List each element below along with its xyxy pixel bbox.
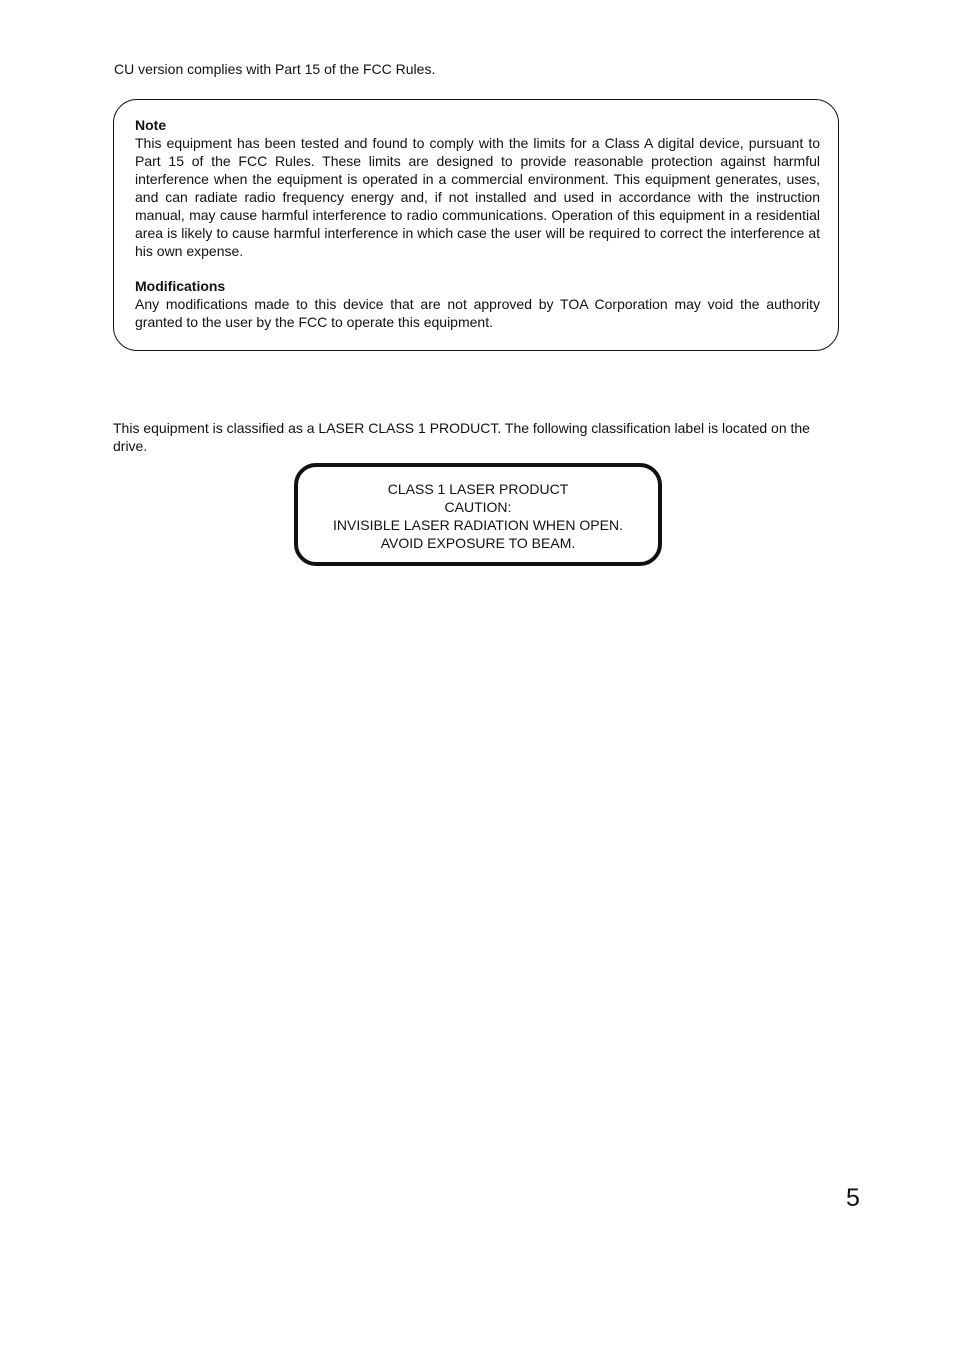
label-line-2: CAUTION:: [444, 499, 512, 515]
label-line-4: AVOID EXPOSURE TO BEAM.: [380, 535, 576, 551]
note-heading: Note: [135, 117, 167, 133]
laser-classification-label: [294, 463, 662, 566]
note-text: This equipment has been tested and found to comply with the limits for a Class A digital device, pursuant to Part 15 of the FCC Rules. These limits are designed to provide reasonable protection against harmful interference when the equipment is operated in a commercial environment. This equipment generates, uses, and can radiate radio frequency energy and, if not installed and used in accordance with the instruction manual, may cause harmful interference to radio communications. Operation of this equipment in a residential area is likely to cause harmful interference in which case the user will be required to correct the interference at his own expense.: [135, 135, 820, 259]
label-line-3: INVISIBLE LASER RADIATION WHEN OPEN.: [333, 517, 623, 533]
fcc-compliance-statement: CU version complies with Part 15 of the FCC Rules.: [114, 61, 436, 77]
modifications-heading: Modifications: [135, 278, 226, 294]
page-number: 5: [846, 1184, 860, 1212]
section-spacer: [135, 260, 820, 277]
label-line-1: CLASS 1 LASER PRODUCT: [387, 481, 569, 497]
laser-classification-text: This equipment is classified as a LASER CLASS 1 PRODUCT. The following classification label is located on the drive.: [113, 420, 810, 454]
fcc-note-box: [113, 99, 839, 351]
modifications-text: Any modifications made to this device that are not approved by TOA Corporation may void the authority granted to the user by the FCC to operate this equipment.: [135, 296, 820, 330]
